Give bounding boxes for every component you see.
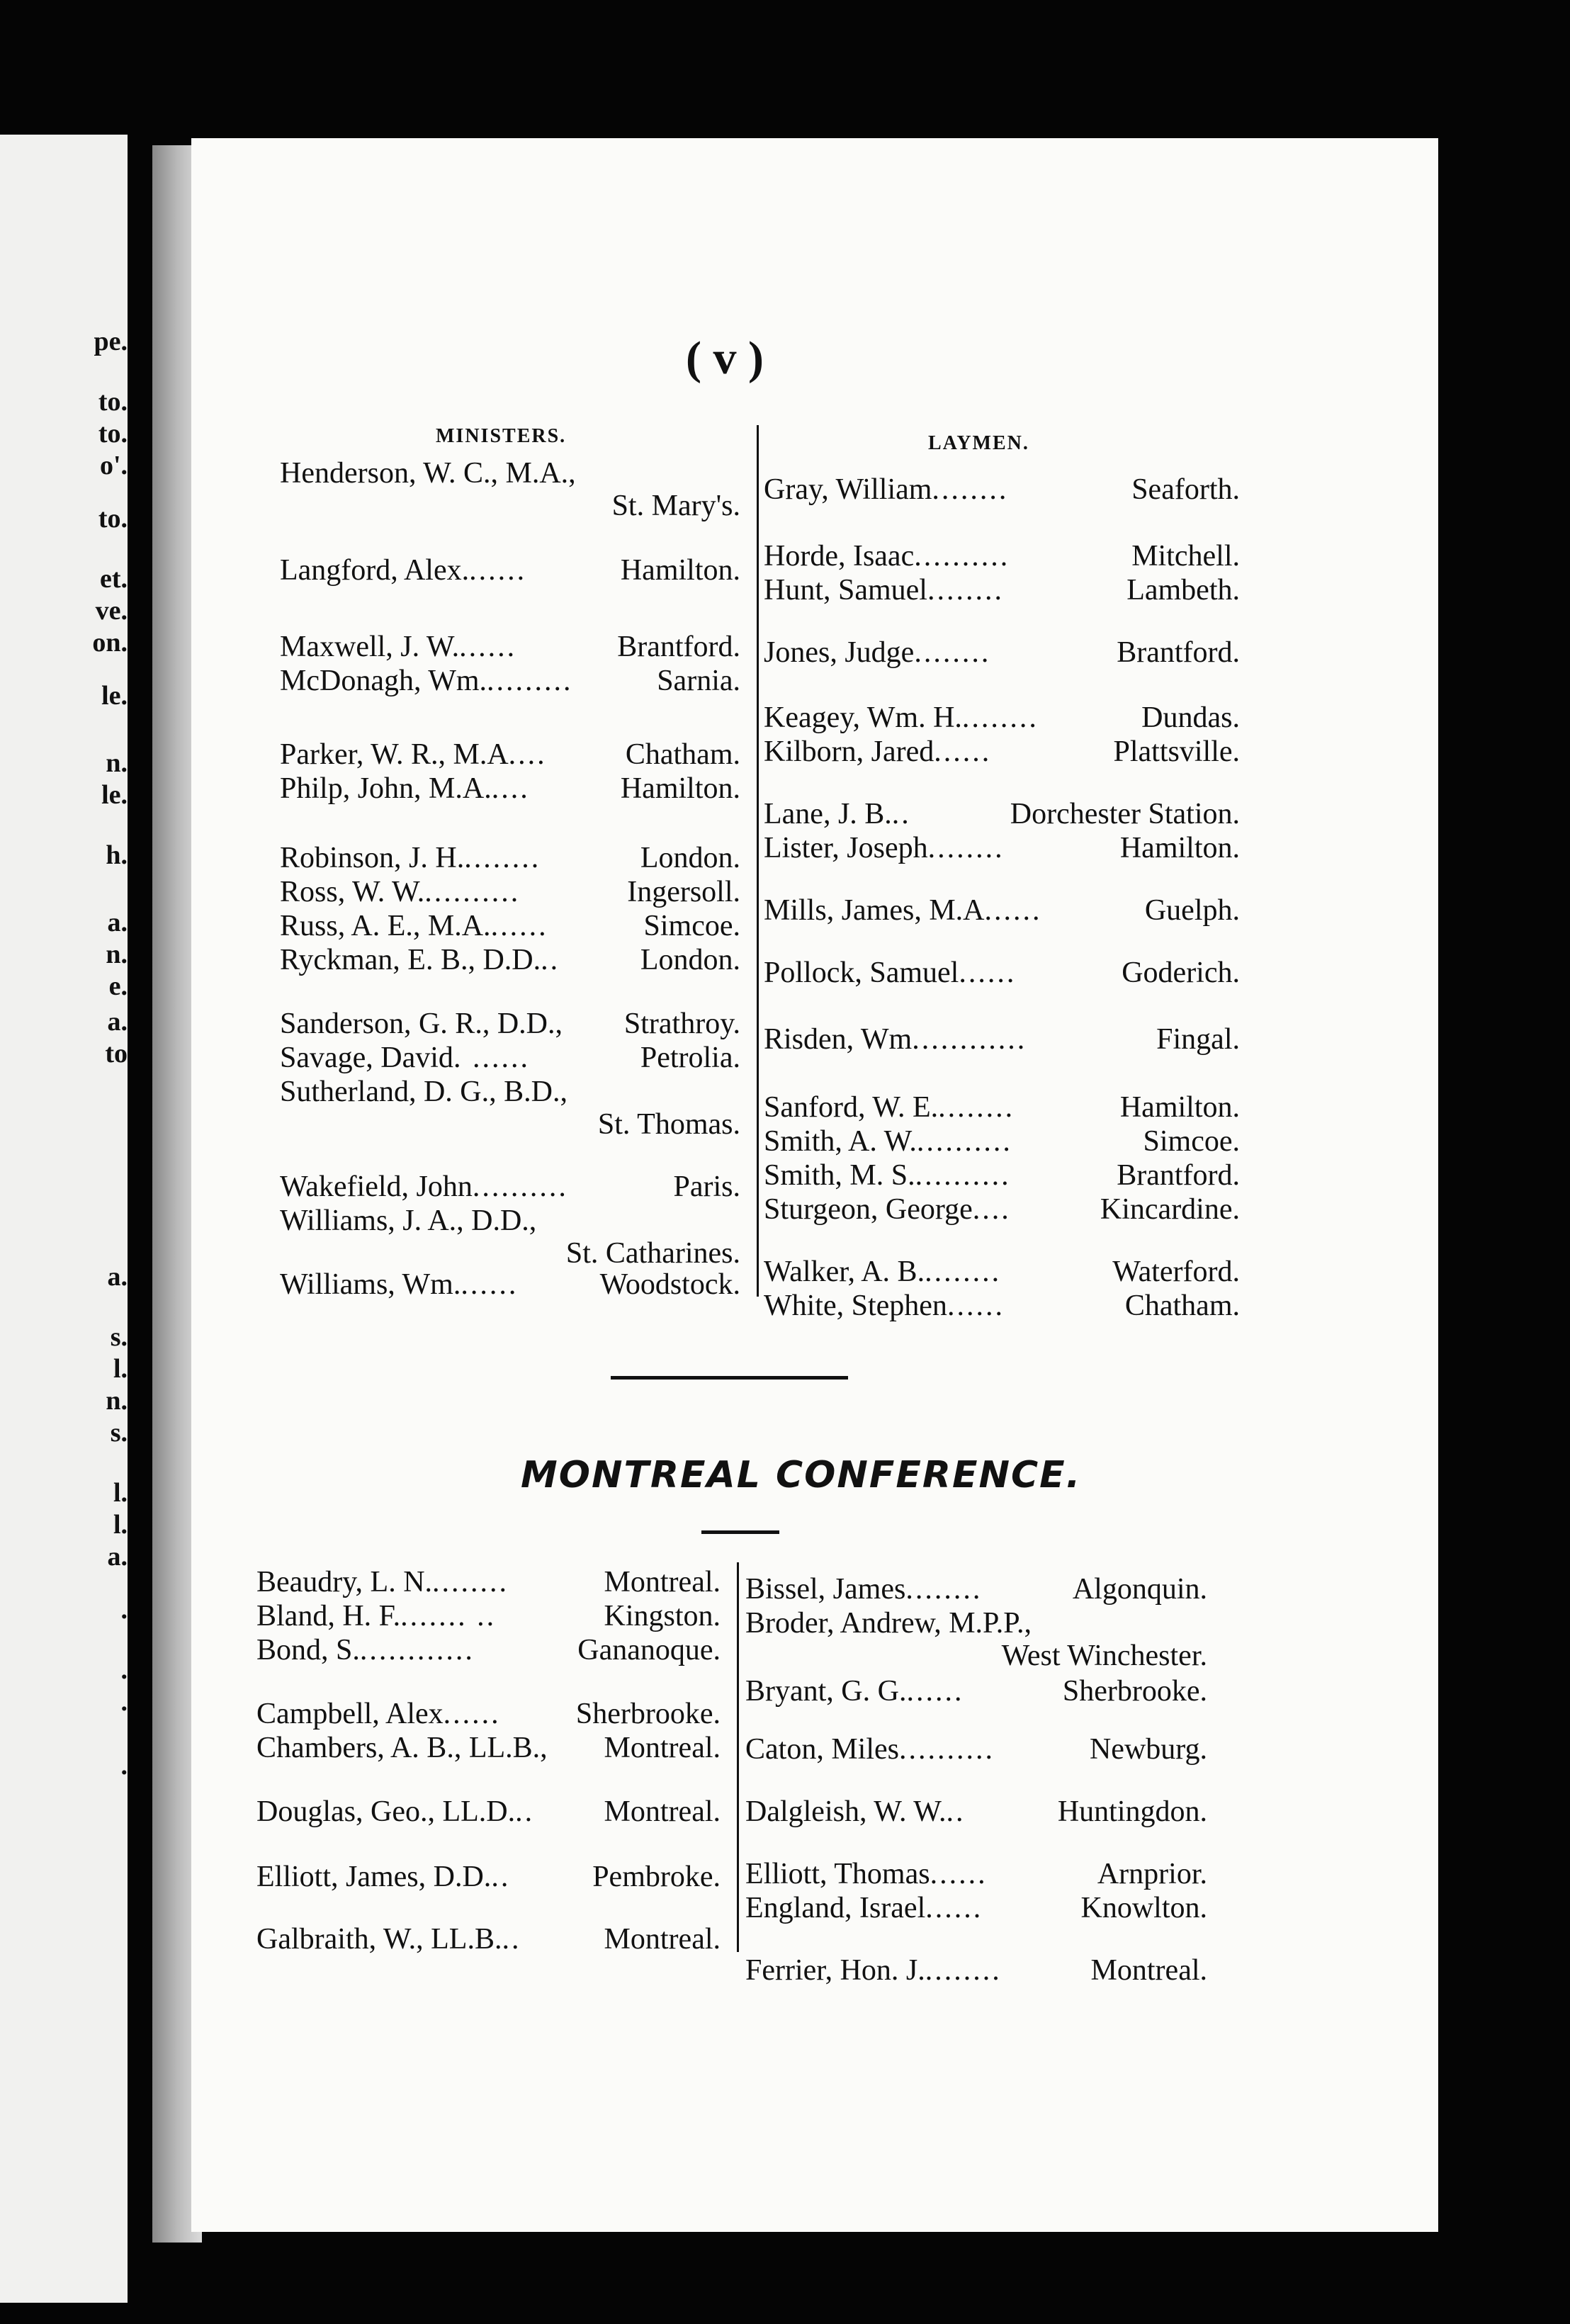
entry-leader-dots: .. <box>502 1923 521 1956</box>
directory-entry <box>280 944 740 976</box>
entry-name: Caton, Miles <box>745 1733 899 1766</box>
directory-entry <box>764 1193 1240 1226</box>
entry-place: Dorchester Station. <box>1010 798 1240 830</box>
entry-leader-dots: .......... <box>899 1733 995 1766</box>
entry-name: Sturgeon, George <box>764 1193 973 1226</box>
entry-place: London. <box>640 842 740 874</box>
margin-fragment: n. <box>106 748 128 778</box>
column-divider <box>757 425 759 1297</box>
entry-place: Petrolia. <box>640 1042 740 1074</box>
entry-place: Simcoe. <box>643 910 740 942</box>
entry-leader-dots: ........ <box>938 1091 1015 1124</box>
entry-name: Bond, S. <box>256 1634 360 1666</box>
directory-entry <box>280 665 740 697</box>
entry-name: Ryckman, E. B., D.D. <box>280 944 541 976</box>
entry-name: Smith, M. S. <box>764 1159 915 1192</box>
directory-entry <box>280 1042 740 1074</box>
entry-leader-dots: .. <box>515 1795 535 1828</box>
entry-name: England, Israel <box>745 1892 926 1924</box>
entry-name: Savage, David <box>280 1042 453 1074</box>
directory-entry <box>280 1171 740 1203</box>
entry-place: Mitchell. <box>1131 540 1240 572</box>
entry-place: Huntingdon. <box>1057 1795 1207 1828</box>
entry-leader-dots: .......... <box>424 876 521 908</box>
directory-entry <box>745 1607 1207 1640</box>
margin-fragment: on. <box>92 628 128 658</box>
margin-fragment: a. <box>107 1542 128 1572</box>
ministers-header: MINISTERS. <box>436 425 567 447</box>
entry-leader-dots: .. <box>491 1861 511 1893</box>
entry-place: Seaforth. <box>1131 473 1240 506</box>
entry-leader-dots: ........ <box>925 1256 1002 1288</box>
entry-name: Bland, H. F. <box>256 1600 401 1632</box>
entry-place: Hamilton. <box>1119 1091 1240 1124</box>
entry-place: Hamilton. <box>1119 832 1240 864</box>
entry-leader-dots: . ...... <box>453 1042 530 1074</box>
left-page-fragment <box>0 135 128 2303</box>
directory-entry <box>764 798 1240 830</box>
entry-place: Lambeth. <box>1126 574 1240 607</box>
entry-leader-dots: ...... <box>443 1698 501 1730</box>
entry-place: Algonquin. <box>1072 1573 1207 1606</box>
entry-name: Henderson, W. C., M.A., <box>280 457 576 490</box>
entry-leader-dots: .......... <box>914 540 1010 572</box>
entry-place: Ingersoll. <box>627 876 740 908</box>
directory-entry <box>764 1290 1240 1322</box>
directory-entry <box>764 1023 1240 1056</box>
directory-entry <box>764 1256 1240 1288</box>
margin-fragment: . <box>120 1655 128 1685</box>
directory-entry <box>764 957 1240 989</box>
entry-leader-dots: .... <box>508 738 547 771</box>
margin-fragment: a. <box>107 1262 128 1292</box>
entry-name: Robinson, J. H. <box>280 842 465 874</box>
entry-leader-dots: .. <box>541 944 560 976</box>
directory-entry <box>280 554 740 587</box>
margin-fragment: to. <box>98 419 128 449</box>
entry-place: Chatham. <box>625 738 740 771</box>
directory-entry <box>256 1698 721 1730</box>
entry-place: London. <box>640 944 740 976</box>
directory-entry <box>256 1861 721 1893</box>
margin-fragment: a. <box>107 1007 128 1037</box>
margin-fragment: to. <box>98 387 128 417</box>
entry-name: Campbell, Alex <box>256 1698 444 1730</box>
entry-name: Lister, Joseph <box>764 832 928 864</box>
margin-fragment: a. <box>107 908 128 937</box>
directory-entry <box>256 1600 721 1632</box>
entry-leader-dots: ...... <box>984 894 1042 927</box>
entry-name: Chambers, A. B., LL.B., <box>256 1732 548 1764</box>
entry-name: Williams, Wm. <box>280 1268 461 1301</box>
entry-leader-dots: .......... <box>472 1171 568 1203</box>
directory-entry <box>764 1091 1240 1124</box>
entry-name: Walker, A. B. <box>764 1256 925 1288</box>
entry-name: Kilborn, Jared <box>764 735 934 768</box>
entry-leader-dots: ........ <box>927 574 1004 607</box>
directory-entry <box>280 1205 740 1237</box>
entry-leader-dots: .......... <box>915 1159 1011 1192</box>
directory-entry <box>764 1125 1240 1158</box>
directory-entry <box>256 1732 721 1764</box>
directory-entry <box>256 1634 721 1666</box>
entry-name: Lane, J. B. <box>764 798 892 830</box>
section-rule <box>611 1376 848 1380</box>
entry-leader-dots: ........ <box>925 1954 1002 1987</box>
entry-name: Horde, Isaac <box>764 540 915 572</box>
entry-leader-dots: ........ <box>927 832 1005 864</box>
directory-entry <box>280 1268 740 1301</box>
entry-place-continued: St. Thomas. <box>597 1108 740 1141</box>
directory-entry <box>745 1954 1207 1987</box>
conference-title: MONTREAL CONFERENCE. <box>521 1454 1082 1496</box>
entry-leader-dots: ........ <box>914 636 991 669</box>
laymen-header: LAYMEN. <box>928 432 1029 454</box>
entry-name: Risden, Wm <box>764 1023 913 1056</box>
entry-name: Keagey, Wm. H. <box>764 701 962 734</box>
directory-entry <box>280 876 740 908</box>
entry-place: Arnprior. <box>1097 1858 1207 1890</box>
entry-leader-dots: .. <box>946 1795 966 1828</box>
entry-leader-dots: ...... <box>925 1892 983 1924</box>
margin-fragment: n. <box>106 940 128 969</box>
entry-leader-dots: ...... <box>930 1858 988 1890</box>
margin-fragment: l. <box>113 1354 128 1384</box>
directory-entry <box>280 457 740 490</box>
entry-name: Ferrier, Hon. J. <box>745 1954 925 1987</box>
entry-place: Sherbrooke. <box>1062 1675 1207 1708</box>
entry-name: Langford, Alex. <box>280 554 470 587</box>
entry-leader-dots: .. <box>891 798 911 830</box>
margin-fragment: l. <box>113 1510 128 1540</box>
directory-entry <box>764 894 1240 927</box>
entry-place: Montreal. <box>604 1795 721 1828</box>
margin-fragment: le. <box>101 780 128 810</box>
directory-entry <box>256 1923 721 1956</box>
entry-place-continued: St. Mary's. <box>611 490 740 522</box>
directory-entry <box>764 473 1240 506</box>
entry-name: Maxwell, J. W. <box>280 631 460 663</box>
directory-entry <box>745 1795 1207 1828</box>
entry-place-continued: St. Catharines. <box>565 1237 740 1270</box>
entry-name: Sanford, W. E. <box>764 1091 939 1124</box>
entry-name: Dalgleish, W. W. <box>745 1795 947 1828</box>
entry-name: Wakefield, John <box>280 1171 473 1203</box>
page-number: ( v ) <box>686 332 764 384</box>
entry-name: Parker, W. R., M.A <box>280 738 509 771</box>
entry-leader-dots: ...... <box>469 554 527 587</box>
directory-entry <box>280 1008 740 1040</box>
margin-fragment: o'. <box>99 451 128 480</box>
directory-entry <box>256 1566 721 1598</box>
directory-entry <box>745 1733 1207 1766</box>
margin-fragment: pe. <box>94 327 128 356</box>
entry-leader-dots: ........ <box>932 473 1009 506</box>
entry-place: Pembroke. <box>592 1861 721 1893</box>
entry-name: Philp, John, M.A. <box>280 772 492 805</box>
directory-entry <box>764 540 1240 572</box>
entry-name: McDonagh, Wm. <box>280 665 487 697</box>
entry-place: Guelph. <box>1144 894 1240 927</box>
directory-entry <box>280 1076 740 1108</box>
entry-place: Dundas. <box>1141 701 1240 734</box>
margin-fragment: to. <box>98 504 128 534</box>
margin-fragment: et. <box>99 564 128 594</box>
directory-entry <box>280 631 740 663</box>
entry-place: Knowlton. <box>1080 1892 1207 1924</box>
directory-entry <box>280 772 740 805</box>
entry-place-continued: West Winchester. <box>1001 1640 1207 1672</box>
entry-name: Sanderson, G. R., D.D., <box>280 1008 563 1040</box>
entry-place: Kincardine. <box>1100 1193 1240 1226</box>
entry-leader-dots: ........ <box>432 1566 509 1598</box>
entry-place: Sarnia. <box>657 665 740 697</box>
entry-leader-dots: .......... <box>916 1125 1012 1158</box>
directory-entry <box>280 910 740 942</box>
entry-place: Plattsville. <box>1113 735 1240 768</box>
entry-name: Elliott, Thomas <box>745 1858 930 1890</box>
entry-place: Sherbrooke. <box>575 1698 721 1730</box>
entry-leader-dots: ........ <box>961 701 1039 734</box>
margin-fragment: s. <box>110 1418 128 1448</box>
short-rule <box>701 1530 779 1534</box>
directory-entry <box>764 1159 1240 1192</box>
entry-leader-dots: ........ <box>905 1573 983 1606</box>
entry-name: Bissel, James <box>745 1573 906 1606</box>
directory-entry <box>280 738 740 771</box>
entry-leader-dots: ....... .. <box>400 1600 497 1632</box>
entry-name: Elliott, James, D.D. <box>256 1861 492 1893</box>
entry-name: Sutherland, D. G., B.D., <box>280 1076 567 1108</box>
entry-leader-dots: ...... <box>490 910 548 942</box>
entry-name: Smith, A. W. <box>764 1125 917 1158</box>
entry-leader-dots: ...... <box>934 735 992 768</box>
entry-place: Goderich. <box>1122 957 1240 989</box>
directory-entry <box>256 1795 721 1828</box>
entry-name: Gray, William <box>764 473 932 506</box>
margin-fragment: h. <box>106 840 128 870</box>
margin-fragment: e. <box>108 971 128 1001</box>
entry-leader-dots: ............ <box>912 1023 1027 1056</box>
entry-leader-dots: .... <box>491 772 530 805</box>
entry-place: Gananoque. <box>577 1634 721 1666</box>
directory-entry <box>764 636 1240 669</box>
entry-place: Strathroy. <box>623 1008 740 1040</box>
directory-entry <box>764 701 1240 734</box>
entry-place: Fingal. <box>1156 1023 1240 1056</box>
entry-place: Newburg. <box>1089 1733 1207 1766</box>
entry-leader-dots: ......... <box>487 665 573 697</box>
entry-place: Kingston. <box>604 1600 721 1632</box>
entry-name: Mills, James, M.A <box>764 894 985 927</box>
entry-leader-dots: ............ <box>359 1634 475 1666</box>
margin-fragment: l. <box>113 1478 128 1508</box>
entry-place: Simcoe. <box>1143 1125 1240 1158</box>
entry-place: Woodstock. <box>599 1268 740 1301</box>
entry-place: Hamilton. <box>620 554 740 587</box>
margin-fragment: s. <box>110 1322 128 1352</box>
entry-name: Ross, W. W. <box>280 876 425 908</box>
entry-leader-dots: ...... <box>947 1290 1005 1322</box>
entry-place: Brantford. <box>1117 1159 1240 1192</box>
margin-fragment: to <box>105 1039 128 1068</box>
entry-name: Jones, Judge <box>764 636 915 669</box>
entry-place: Brantford. <box>617 631 740 663</box>
directory-entry <box>764 832 1240 864</box>
margin-fragment: ve. <box>95 596 128 626</box>
directory-entry <box>745 1892 1207 1924</box>
entry-name: Beaudry, L. N. <box>256 1566 433 1598</box>
entry-name: Williams, J. A., D.D., <box>280 1205 537 1237</box>
margin-fragment: . <box>120 1687 128 1717</box>
entry-leader-dots: ........ <box>464 842 541 874</box>
column-divider-lower <box>737 1562 739 1952</box>
entry-place: Montreal. <box>604 1566 721 1598</box>
entry-leader-dots: ...... <box>459 631 517 663</box>
directory-entry <box>745 1573 1207 1606</box>
entry-place: Hamilton. <box>620 772 740 805</box>
margin-fragment: . <box>120 1595 128 1625</box>
entry-place: Waterford. <box>1112 1256 1240 1288</box>
entry-leader-dots: ...... <box>461 1268 519 1301</box>
directory-entry <box>745 1675 1207 1708</box>
entry-place: Paris. <box>673 1171 740 1203</box>
entry-leader-dots: ...... <box>906 1675 964 1708</box>
entry-name: White, Stephen <box>764 1290 947 1322</box>
entry-leader-dots: .... <box>972 1193 1011 1226</box>
directory-entry <box>764 735 1240 768</box>
margin-fragment: . <box>120 1751 128 1781</box>
entry-name: Galbraith, W., LL.B. <box>256 1923 502 1956</box>
entry-place: Montreal. <box>604 1923 721 1956</box>
entry-name: Broder, Andrew, M.P.P., <box>745 1607 1032 1640</box>
entry-leader-dots: ...... <box>959 957 1017 989</box>
entry-name: Pollock, Samuel <box>764 957 959 989</box>
directory-entry <box>745 1858 1207 1890</box>
entry-name: Russ, A. E., M.A. <box>280 910 491 942</box>
margin-fragment: n. <box>106 1386 128 1416</box>
entry-name: Bryant, G. G. <box>745 1675 907 1708</box>
entry-place: Montreal. <box>1090 1954 1207 1987</box>
directory-entry <box>280 842 740 874</box>
entry-name: Hunt, Samuel <box>764 574 927 607</box>
entry-place: Chatham. <box>1124 1290 1240 1322</box>
entry-place: Montreal. <box>604 1732 721 1764</box>
entry-name: Douglas, Geo., LL.D. <box>256 1795 516 1828</box>
directory-entry <box>764 574 1240 607</box>
margin-fragment: le. <box>101 681 128 711</box>
entry-place: Brantford. <box>1117 636 1240 669</box>
